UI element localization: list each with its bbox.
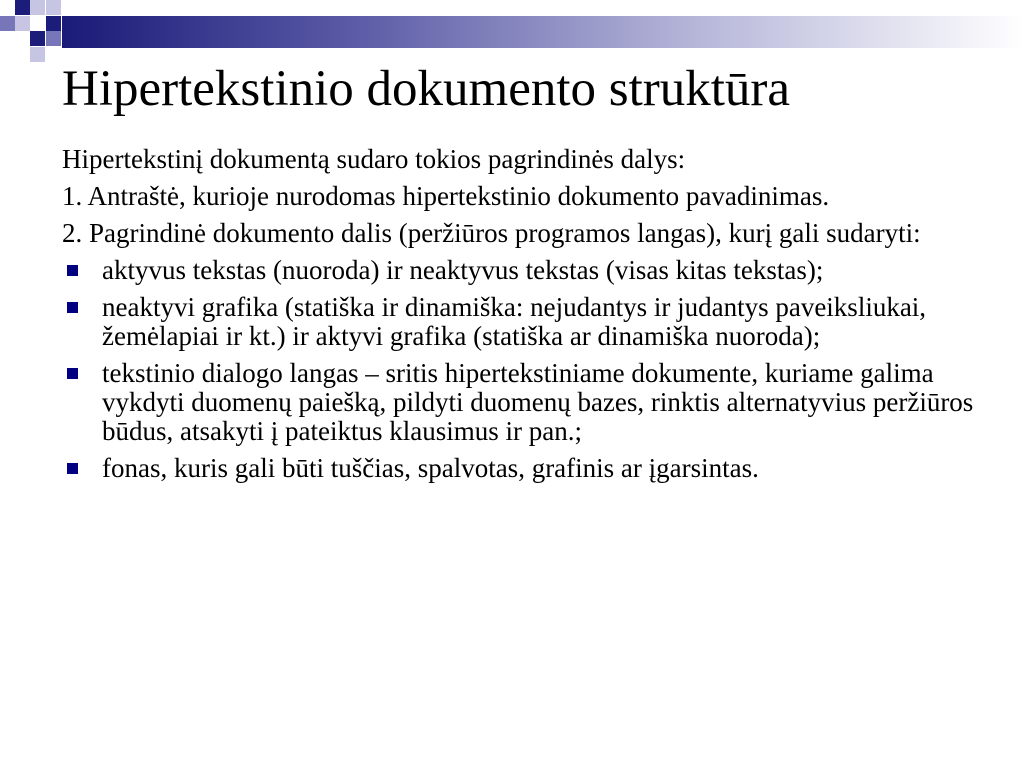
- decor-square: [46, 31, 61, 46]
- slide-body: [62, 145, 982, 491]
- bullet-text: aktyvus tekstas (nuoroda) ir neaktyvus tekstas (visas kitas tekstas);: [102, 255, 824, 285]
- numbered-item-2: 2. Pagrindinė dokumento dalis (peržiūros programos langas), kurį gali sudaryti:: [62, 218, 921, 248]
- intro-text: Hipertekstinį dokumentą sudaro tokios pagrindinės dalys:: [62, 144, 686, 174]
- decor-square: [15, 0, 30, 15]
- square-bullet-icon: [67, 265, 78, 276]
- square-bullet-icon: [67, 463, 78, 474]
- bullet-list: [62, 256, 982, 483]
- decor-square: [0, 16, 15, 31]
- decor-square: [30, 0, 45, 15]
- decor-square: [46, 16, 61, 31]
- decor-square: [46, 0, 61, 15]
- square-bullet-icon: [67, 302, 78, 313]
- decor-square: [30, 31, 45, 46]
- numbered-item-1: 1. Antraštė, kurioje nurodomas hipertekstinio dokumento pavadinimas.: [62, 181, 830, 211]
- bullet-item: [62, 359, 982, 446]
- bullet-item: [62, 293, 982, 351]
- decor-square: [30, 47, 45, 62]
- bullet-text: neaktyvi grafika (statiška ir dinamiška: nejudantys ir judantys paveiksliukai, žemėlapiai ir kt.) ir aktyvi grafika (statiška ar dinamiška nuoroda);: [102, 292, 927, 351]
- square-bullet-icon: [67, 368, 78, 379]
- bullet-text: tekstinio dialogo langas – sritis hipertekstiniame dokumente, kuriame galima vykdyti duomenų paiešką, pildyti duomenų bazes, rinktis alternatyvius peržiūros būdus, atsakyti į pateiktus klausimus ir pan.;: [102, 358, 974, 446]
- bullet-item: [62, 454, 982, 483]
- bullet-text: fonas, kuris gali būti tuščias, spalvotas, grafinis ar įgarsintas.: [102, 453, 759, 483]
- slide-title: Hipertekstinio dokumento struktūra: [62, 61, 791, 117]
- header-gradient-bar: [62, 16, 1024, 48]
- bullet-item: [62, 256, 982, 285]
- decor-square: [15, 16, 30, 31]
